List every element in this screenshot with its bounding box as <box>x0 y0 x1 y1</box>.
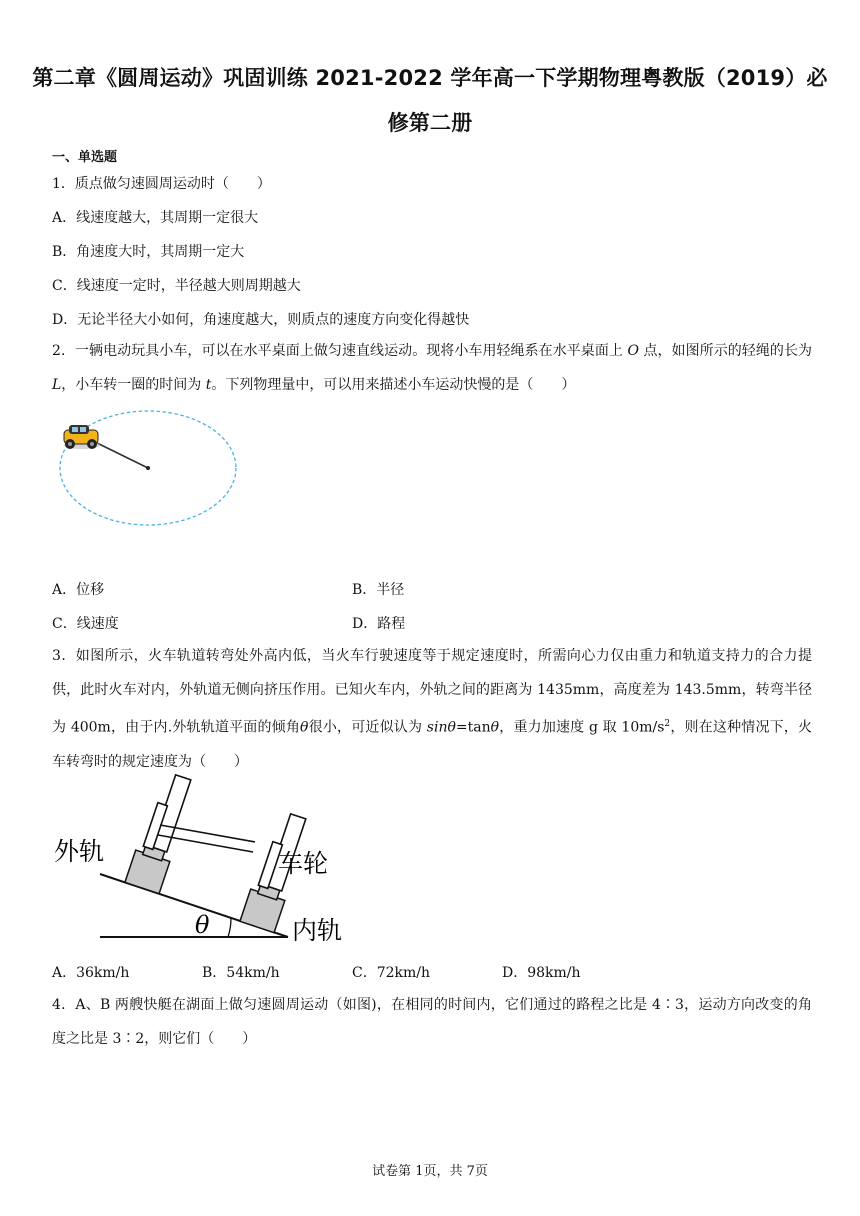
center-point-o <box>146 466 150 470</box>
q1-option-b: B．角速度大时，其周期一定大 <box>52 244 245 260</box>
q2-stem: 2．一辆电动玩具小车，可以在水平桌面上做匀速直线运动。现将小车用轻绳系在水平桌面上 O 点，如图所示的轻绳的长为 L，小车转一圈的时间为 t。下列物理量中，可以用来描述小车运动快慢的是（ ） <box>52 343 813 393</box>
q2-option-a: A．位移 <box>52 582 105 598</box>
q3-stem: 3．如图所示，火车轨道转弯处外高内低，当火车行驶速度等于规定速度时，所需向心力仅由重力和轨道支持力的合力提供，此时火车对内，外轨道无侧向挤压作用。已知火车内，外轨之间的距离为 1435mm，高度差为 143.5mm，转弯半径为 400m，由于内.外轨轨道平面的倾角θ很小，可近似认为 sinθ=tanθ，重力加速度 g 取 $10m/s^2$，则在这种情况下，火车转弯时的规定速度为（ ） <box>52 648 813 770</box>
var-l: L <box>52 377 62 393</box>
svg-text:θ: θ <box>195 911 210 939</box>
label-outer-rail: 外轨 <box>54 837 105 866</box>
document-title-line2: 修第二册 <box>387 111 473 135</box>
label-wheel: 车轮 <box>278 849 329 878</box>
var-t: t <box>205 377 212 393</box>
q3-option-d: D．98km/h <box>502 965 581 981</box>
q4-stem: 4．A、B 两艘快艇在湖面上做匀速圆周运动（如图)，在相同的时间内，它们通过的路程之比是 4∶3，运动方向改变的角度之比是 3∶2，则它们（ ） <box>52 997 812 1047</box>
page-footer: 试卷第 1页，共 7页 <box>372 1164 488 1179</box>
var-o: O <box>627 343 639 359</box>
q1-option-d: D．无论半径大小如何，角速度越大，则质点的速度方向变化得越快 <box>52 312 470 328</box>
section-heading: 一、单选题 <box>52 150 118 165</box>
rope <box>93 441 148 468</box>
q3-option-c: C．72km/h <box>352 965 431 981</box>
q1-stem: 1．质点做匀速圆周运动时（ ） <box>52 176 271 192</box>
q1-option-c: C．线速度一定时，半径越大则周期越大 <box>52 278 301 294</box>
q3-option-b: B．54km/h <box>202 965 280 981</box>
q2-option-c: C．线速度 <box>52 616 119 632</box>
q2-option-d: D．路程 <box>352 616 406 632</box>
q1-option-a: A．线速度越大，其周期一定很大 <box>52 210 259 226</box>
angle-arc <box>228 918 231 937</box>
toy-car-icon <box>64 425 100 449</box>
label-inner-rail: 内轨 <box>292 916 343 945</box>
train-track-figure <box>50 782 360 944</box>
q2-option-b: B．半径 <box>352 582 405 598</box>
document-title-line1: 第二章《圆周运动》巩固训练 2021-2022 学年高一下学期物理粤教版（2019）必 <box>32 66 828 90</box>
toy-car-circle-figure <box>55 415 245 535</box>
outer-wheel <box>143 772 191 854</box>
q3-option-a: A．36km/h <box>52 965 130 981</box>
